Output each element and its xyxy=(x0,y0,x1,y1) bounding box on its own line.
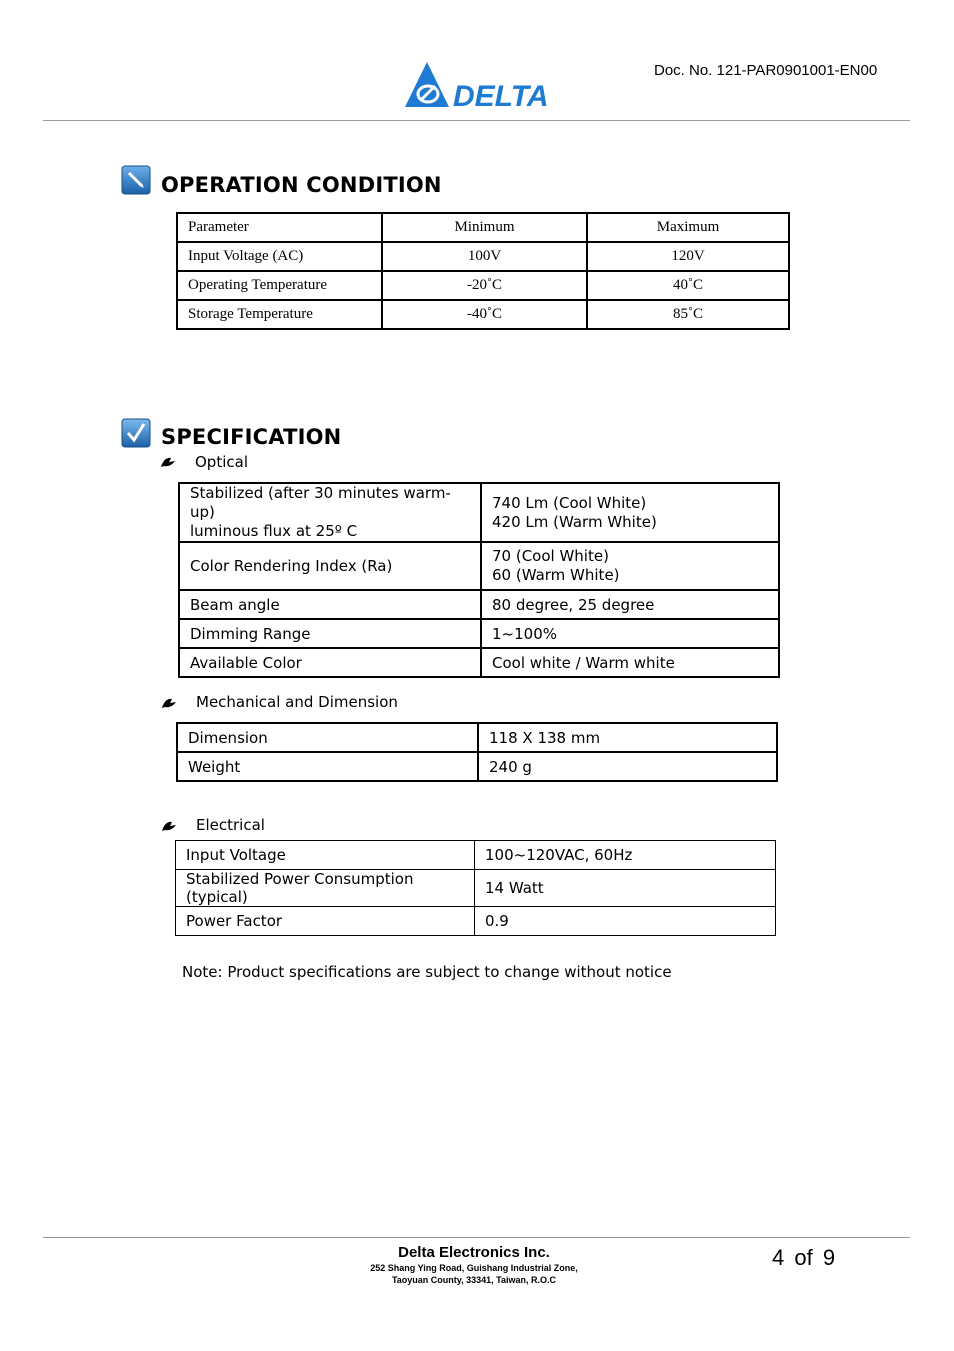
table-cell: 14 Watt xyxy=(475,870,776,907)
delta-logo xyxy=(403,60,549,110)
table-cell: 40˚C xyxy=(587,271,789,300)
bullet-icon xyxy=(161,820,177,832)
mechanical-table xyxy=(176,722,778,782)
table-cell xyxy=(481,542,779,590)
table-row xyxy=(177,300,789,329)
cell-line: 420 Lm (Warm White) xyxy=(492,512,657,531)
header-divider xyxy=(43,120,910,121)
bullet-icon xyxy=(160,456,176,468)
cell-line: luminous flux at 25º C xyxy=(190,522,358,540)
table-header-row xyxy=(177,213,789,242)
footer-divider xyxy=(43,1237,910,1238)
page-number xyxy=(772,1245,835,1271)
checkmark-icon xyxy=(121,418,151,448)
table-cell xyxy=(481,483,779,542)
header-cell-minimum: Minimum xyxy=(382,213,587,242)
table-cell: 120V xyxy=(587,242,789,271)
pencil-icon xyxy=(121,165,151,195)
table-cell: 0.9 xyxy=(475,907,776,936)
address-line-2: Taoyuan County, 33341, Taiwan, R.O.C xyxy=(391,1275,557,1285)
optical-label: Optical xyxy=(195,453,248,471)
table-cell xyxy=(179,483,481,542)
table-cell: Operating Temperature xyxy=(177,271,382,300)
table-cell: 118 X 138 mm xyxy=(478,723,777,752)
page-total: 9 xyxy=(822,1245,836,1270)
table-row xyxy=(177,752,777,781)
table-cell: -20˚C xyxy=(382,271,587,300)
operation-table xyxy=(176,212,790,330)
table-cell: Input Voltage (AC) xyxy=(177,242,382,271)
company-name: Delta Electronics Inc. xyxy=(398,1244,550,1261)
cell-line: 70 (Cool White) xyxy=(492,547,609,565)
table-cell: Power Factor xyxy=(176,907,475,936)
table-cell: Available Color xyxy=(179,648,481,677)
table-cell: 1~100% xyxy=(481,619,779,648)
table-row xyxy=(177,271,789,300)
optical-table xyxy=(178,482,780,678)
header-cell-parameter: Parameter xyxy=(177,213,382,242)
table-cell: 100~120VAC, 60Hz xyxy=(475,841,776,870)
table-row xyxy=(179,483,779,542)
table-cell: -40˚C xyxy=(382,300,587,329)
page-current: 4 xyxy=(772,1245,785,1270)
mechanical-label: Mechanical and Dimension xyxy=(196,693,398,711)
table-cell: 240 g xyxy=(478,752,777,781)
cell-line: Stabilized (after 30 minutes warm-up) xyxy=(190,484,451,521)
spec-note: Note: Product specifications are subject to change without notice xyxy=(182,963,672,981)
specification-title: SPECIFICATION xyxy=(161,425,342,449)
table-row xyxy=(179,542,779,590)
electrical-label: Electrical xyxy=(196,816,265,834)
table-cell: Dimming Range xyxy=(179,619,481,648)
electrical-table xyxy=(175,840,776,936)
cell-line: 60 (Warm White) xyxy=(492,566,620,584)
table-cell: Beam angle xyxy=(179,590,481,619)
table-cell: Stabilized Power Consumption (typical) xyxy=(176,870,475,907)
table-row xyxy=(176,870,776,907)
bullet-icon xyxy=(161,697,177,709)
table-cell: Storage Temperature xyxy=(177,300,382,329)
doc-number: Doc. No. 121-PAR0901001-EN00 xyxy=(654,62,878,79)
table-cell: Cool white / Warm white xyxy=(481,648,779,677)
table-cell: Input Voltage xyxy=(176,841,475,870)
address-line-1: 252 Shang Ying Road, Guishang Industrial Zone, xyxy=(370,1263,578,1273)
table-row xyxy=(179,619,779,648)
table-cell: 100V xyxy=(382,242,587,271)
operation-title: OPERATION CONDITION xyxy=(161,173,442,197)
header-cell-maximum: Maximum xyxy=(587,213,789,242)
cell-line: 740 Lm (Cool White) xyxy=(492,493,647,512)
table-row xyxy=(179,648,779,677)
logo-text: DELTA xyxy=(453,80,549,110)
table-row xyxy=(177,242,789,271)
table-row xyxy=(177,723,777,752)
table-cell: 80 degree, 25 degree xyxy=(481,590,779,619)
table-cell xyxy=(179,542,481,590)
table-row xyxy=(176,841,776,870)
table-cell: Weight xyxy=(177,752,478,781)
table-cell: Dimension xyxy=(177,723,478,752)
table-row xyxy=(179,590,779,619)
cell-line: Color Rendering Index (Ra) xyxy=(190,556,393,575)
page-of: of xyxy=(794,1245,813,1270)
table-row xyxy=(176,907,776,936)
table-cell: 85˚C xyxy=(587,300,789,329)
